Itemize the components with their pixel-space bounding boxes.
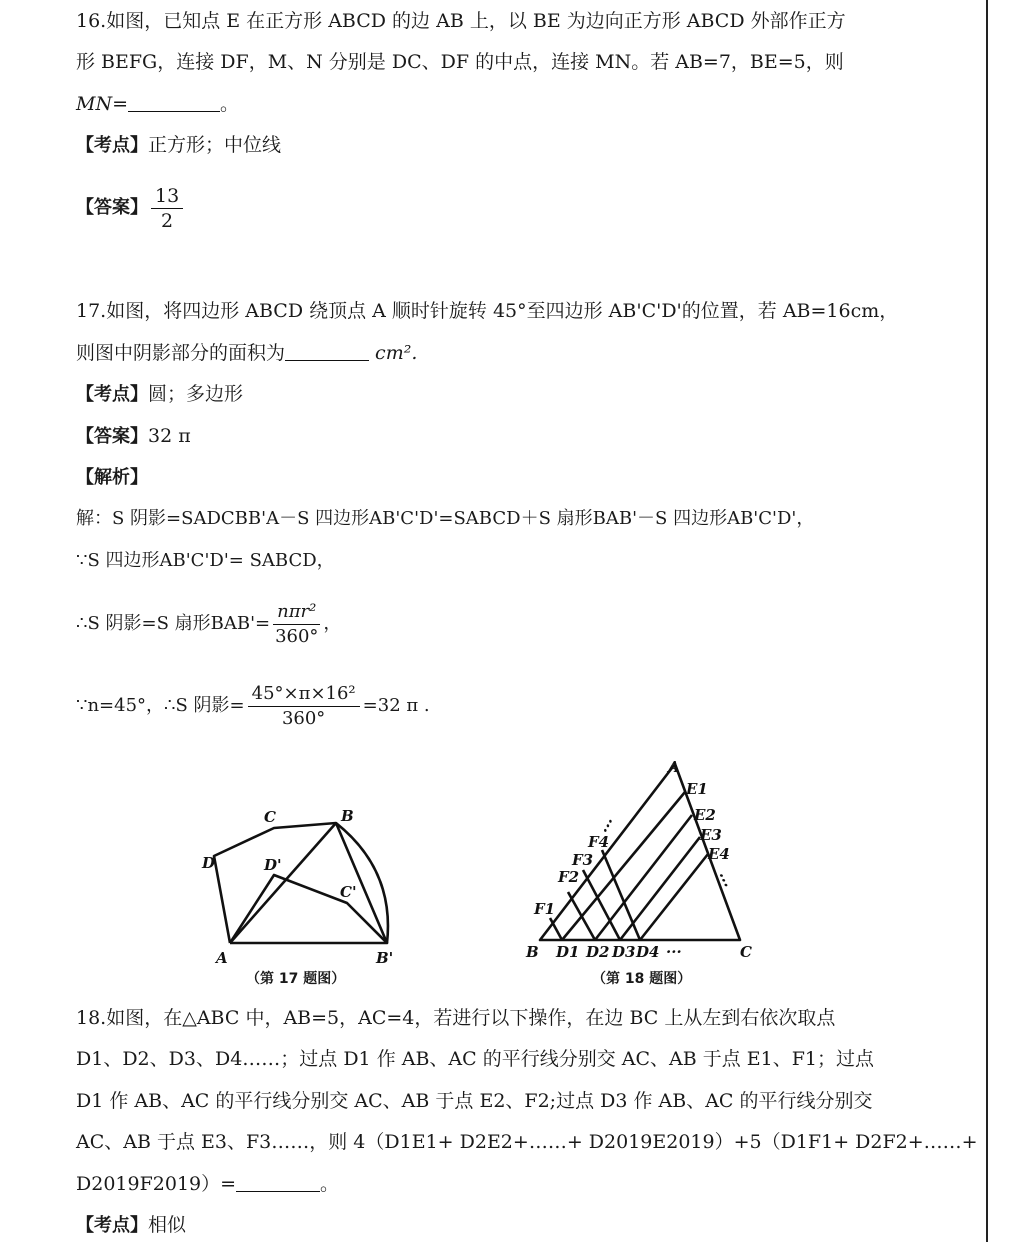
q18-kaodian-tag: 【考点】 <box>76 1215 148 1236</box>
q17-sol3-fraction <box>273 600 320 649</box>
fig18-label-e4: E4 <box>708 845 730 863</box>
q18-line-5 <box>76 1171 339 1197</box>
q17-jiexi <box>76 464 148 491</box>
q16-kaodian <box>76 132 281 159</box>
fig18-dots-d: ··· <box>666 943 682 961</box>
q17-answer-text: 32 π <box>148 425 191 447</box>
fig18-dots-e: ··· <box>712 869 735 892</box>
fig18-label-d3: D3 <box>612 943 636 961</box>
q16-line3-end: 。 <box>220 93 240 115</box>
fig17-label-c: C <box>264 808 276 826</box>
fig17-label-c-prime: C' <box>340 883 357 901</box>
fig18-label-e1: E1 <box>686 780 708 798</box>
fig17-caption: （第 17 题图） <box>246 971 346 987</box>
q16-line-3 <box>76 91 239 117</box>
figure-17 <box>190 800 420 970</box>
fig18-label-a: A <box>668 758 680 776</box>
q17-line-1: 17.如图，将四边形 ABCD 绕顶点 A 顺时针旋转 45°至四边形 AB'C'D'的位置，若 AB=16cm， <box>76 300 899 322</box>
q16-answer-fraction <box>151 184 183 233</box>
fig17-label-b: B <box>341 807 354 825</box>
fig18-label-d4: D4 <box>636 943 660 961</box>
q16-answer <box>76 182 186 233</box>
fig17-label-a: A <box>216 949 228 967</box>
q16-kaodian-tag: 【考点】 <box>76 135 148 156</box>
fig18-label-c: C <box>740 943 752 961</box>
q18-line-2: D1、D2、D3、D4……；过点 D1 作 AB、AC 的平行线分别交 AC、AB 于点 E1、F1；过点 <box>76 1048 875 1070</box>
q17-kaodian-tag: 【考点】 <box>76 384 148 405</box>
q18-answer-blank <box>236 1173 320 1192</box>
q17-unit: cm². <box>369 342 418 364</box>
fig18-line-d4f4 <box>602 850 640 940</box>
figure-18 <box>520 752 770 967</box>
q17-answer-tag: 【答案】 <box>76 426 148 447</box>
fig18-label-b: B <box>526 943 539 961</box>
q17-sol3-numerator: nπr² <box>273 600 320 625</box>
q18-line5-end: 。 <box>320 1173 340 1195</box>
fig18-label-f1: F1 <box>534 900 556 918</box>
fig18-line-d3e3 <box>620 837 700 940</box>
fig18-label-e3: E3 <box>700 826 722 844</box>
q16-answer-numerator: 13 <box>151 184 183 209</box>
q16-line-2: 形 BEFG，连接 DF，M、N 分别是 DC、DF 的中点，连接 MN。若 AB=7，BE=5，则 <box>76 51 844 73</box>
fig18-label-d2: D2 <box>586 943 610 961</box>
q17-answer-blank <box>285 342 369 361</box>
q17-sol3-prefix: ∴S 阴影=S 扇形BAB'= <box>76 613 271 634</box>
page-border-right <box>986 0 988 1242</box>
fig18-caption: （第 18 题图） <box>592 971 692 987</box>
q16-line-1: 16.如图，已知点 E 在正方形 ABCD 的边 AB 上，以 BE 为边向正方形 ABCD 外部作正方 <box>76 10 846 32</box>
fig17-label-b-prime: B' <box>376 949 394 967</box>
fig18-line-d2f2 <box>568 892 595 940</box>
fig18-dots-f: ··· <box>596 814 620 838</box>
q17-line2-text: 则图中阴影部分的面积为 <box>76 342 286 364</box>
q17-sol4-suffix: =32 π . <box>362 695 430 716</box>
q18-line-4: AC、AB 于点 E3、F3……，则 4（D1E1+ D2E2+……+ D2019E2019）+5（D1F1+ D2F2+……+ <box>76 1131 978 1153</box>
q18-line-1: 18.如图，在△ABC 中，AB=5，AC=4，若进行以下操作，在边 BC 上从左到右依次取点 <box>76 1007 836 1029</box>
fig18-label-f2: F2 <box>558 868 580 886</box>
q17-sol4-prefix: ∵n=45°，∴S 阴影= <box>76 695 245 716</box>
q17-line-2 <box>76 340 417 366</box>
q16-mn-label: MN= <box>76 93 128 115</box>
q17-jiexi-tag: 【解析】 <box>76 467 148 488</box>
q16-answer-blank <box>128 93 220 112</box>
q17-solution-3 <box>76 598 341 650</box>
q17-kaodian <box>76 381 243 408</box>
q16-answer-tag: 【答案】 <box>76 197 148 218</box>
fig18-label-e2: E2 <box>694 806 716 824</box>
q16-answer-denominator: 2 <box>161 209 174 232</box>
fig18-label-d1: D1 <box>556 943 580 961</box>
q17-kaodian-text: 圆；多边形 <box>148 383 244 405</box>
q17-solution-1: 解：S 阴影=SADCBB'A－S 四边形AB'C'D'=SABCD＋S 扇形BAB'－S 四边形AB'C'D'， <box>76 508 815 529</box>
q17-answer <box>76 423 191 450</box>
q18-line-3: D1 作 AB、AC 的平行线分别交 AC、AB 于点 E2、F2;过点 D3 作 AB、AC 的平行线分别交 <box>76 1090 873 1112</box>
fig17-label-d: D <box>202 854 216 872</box>
q17-sol3-suffix: ， <box>323 613 342 634</box>
q17-sol4-denominator: 360° <box>281 707 326 729</box>
fig17-label-d-prime: D' <box>264 856 282 874</box>
q17-sol4-numerator: 45°×π×16² <box>248 682 360 707</box>
q17-solution-2: ∵S 四边形AB'C'D'= SABCD， <box>76 550 335 571</box>
q17-solution-4 <box>76 680 430 732</box>
fig18-label-f3: F3 <box>572 851 594 869</box>
q18-kaodian <box>76 1212 186 1239</box>
q17-sol3-denominator: 360° <box>275 625 319 647</box>
fig18-line-d1f1 <box>550 918 562 940</box>
q17-sol4-fraction <box>248 682 360 731</box>
q18-line5-text: D2019F2019）= <box>76 1173 237 1195</box>
fig17-quad-abcd <box>214 823 387 943</box>
q16-kaodian-text: 正方形；中位线 <box>148 134 282 156</box>
fig18-label-f4: F4 <box>588 833 610 851</box>
q18-kaodian-text: 相似 <box>148 1214 187 1236</box>
